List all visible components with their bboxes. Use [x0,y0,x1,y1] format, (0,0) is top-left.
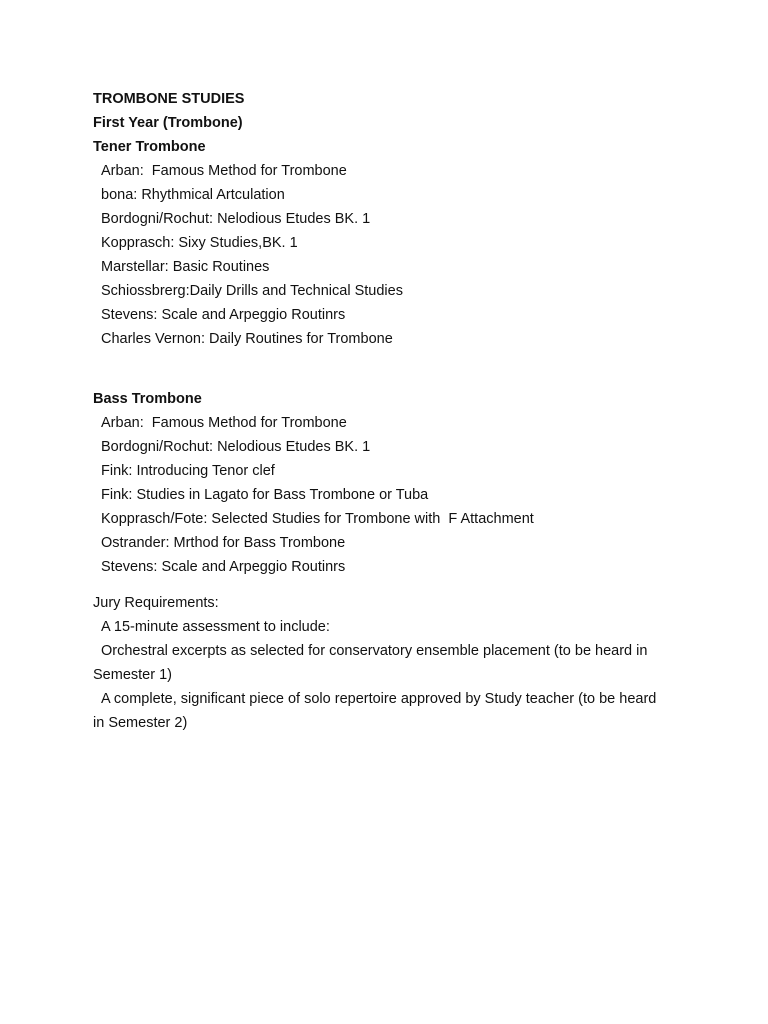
bass-item: Stevens: Scale and Arpeggio Routinrs [101,559,346,575]
section-spacer [93,579,693,591]
tenor-item: Bordogni/Rochut: Nelodious Etudes BK. 1 [101,211,371,227]
bass-item: Bordogni/Rochut: Nelodious Etudes BK. 1 [101,439,371,455]
jury-item: A complete, significant piece of solo repertoire approved by Study teacher (to be heard in Semester 2) [93,691,657,731]
tenor-item: Marstellar: Basic Routines [101,259,270,275]
bass-item: Fink: Introducing Tenor clef [101,463,275,479]
bass-item: Kopprasch/Fote: Selected Studies for Trombone with F Attachment [101,511,534,527]
bass-trombone-heading: Bass Trombone [93,391,202,407]
tenor-item: Arban: Famous Method for Trombone [101,163,347,179]
tenor-item: Stevens: Scale and Arpeggio Routinrs [101,307,346,323]
tenor-item: Kopprasch: Sixy Studies,BK. 1 [101,235,298,251]
bass-trombone-section [93,387,693,579]
jury-requirements-heading: Jury Requirements: [93,595,219,611]
document-body [93,87,693,735]
tenor-trombone-heading: Tener Trombone [93,139,206,155]
tenor-item: Schiossbrerg:Daily Drills and Technical Studies [101,283,403,299]
jury-item: A 15-minute assessment to include: [101,619,330,635]
tenor-item: Charles Vernon: Daily Routines for Trombone [101,331,393,347]
document-title: TROMBONE STUDIES [93,91,245,107]
bass-item: Fink: Studies in Lagato for Bass Trombone or Tuba [101,487,429,503]
jury-requirements-section [93,591,693,735]
bass-item: Arban: Famous Method for Trombone [101,415,347,431]
first-year-heading: First Year (Trombone) [93,115,243,131]
jury-item: Orchestral excerpts as selected for conservatory ensemble placement (to be heard in Semester 1) [93,643,648,683]
tenor-item: bona: Rhythmical Artculation [101,187,285,203]
tenor-trombone-section [93,135,693,351]
bass-item: Ostrander: Mrthod for Bass Trombone [101,535,346,551]
section-spacer [93,351,693,387]
